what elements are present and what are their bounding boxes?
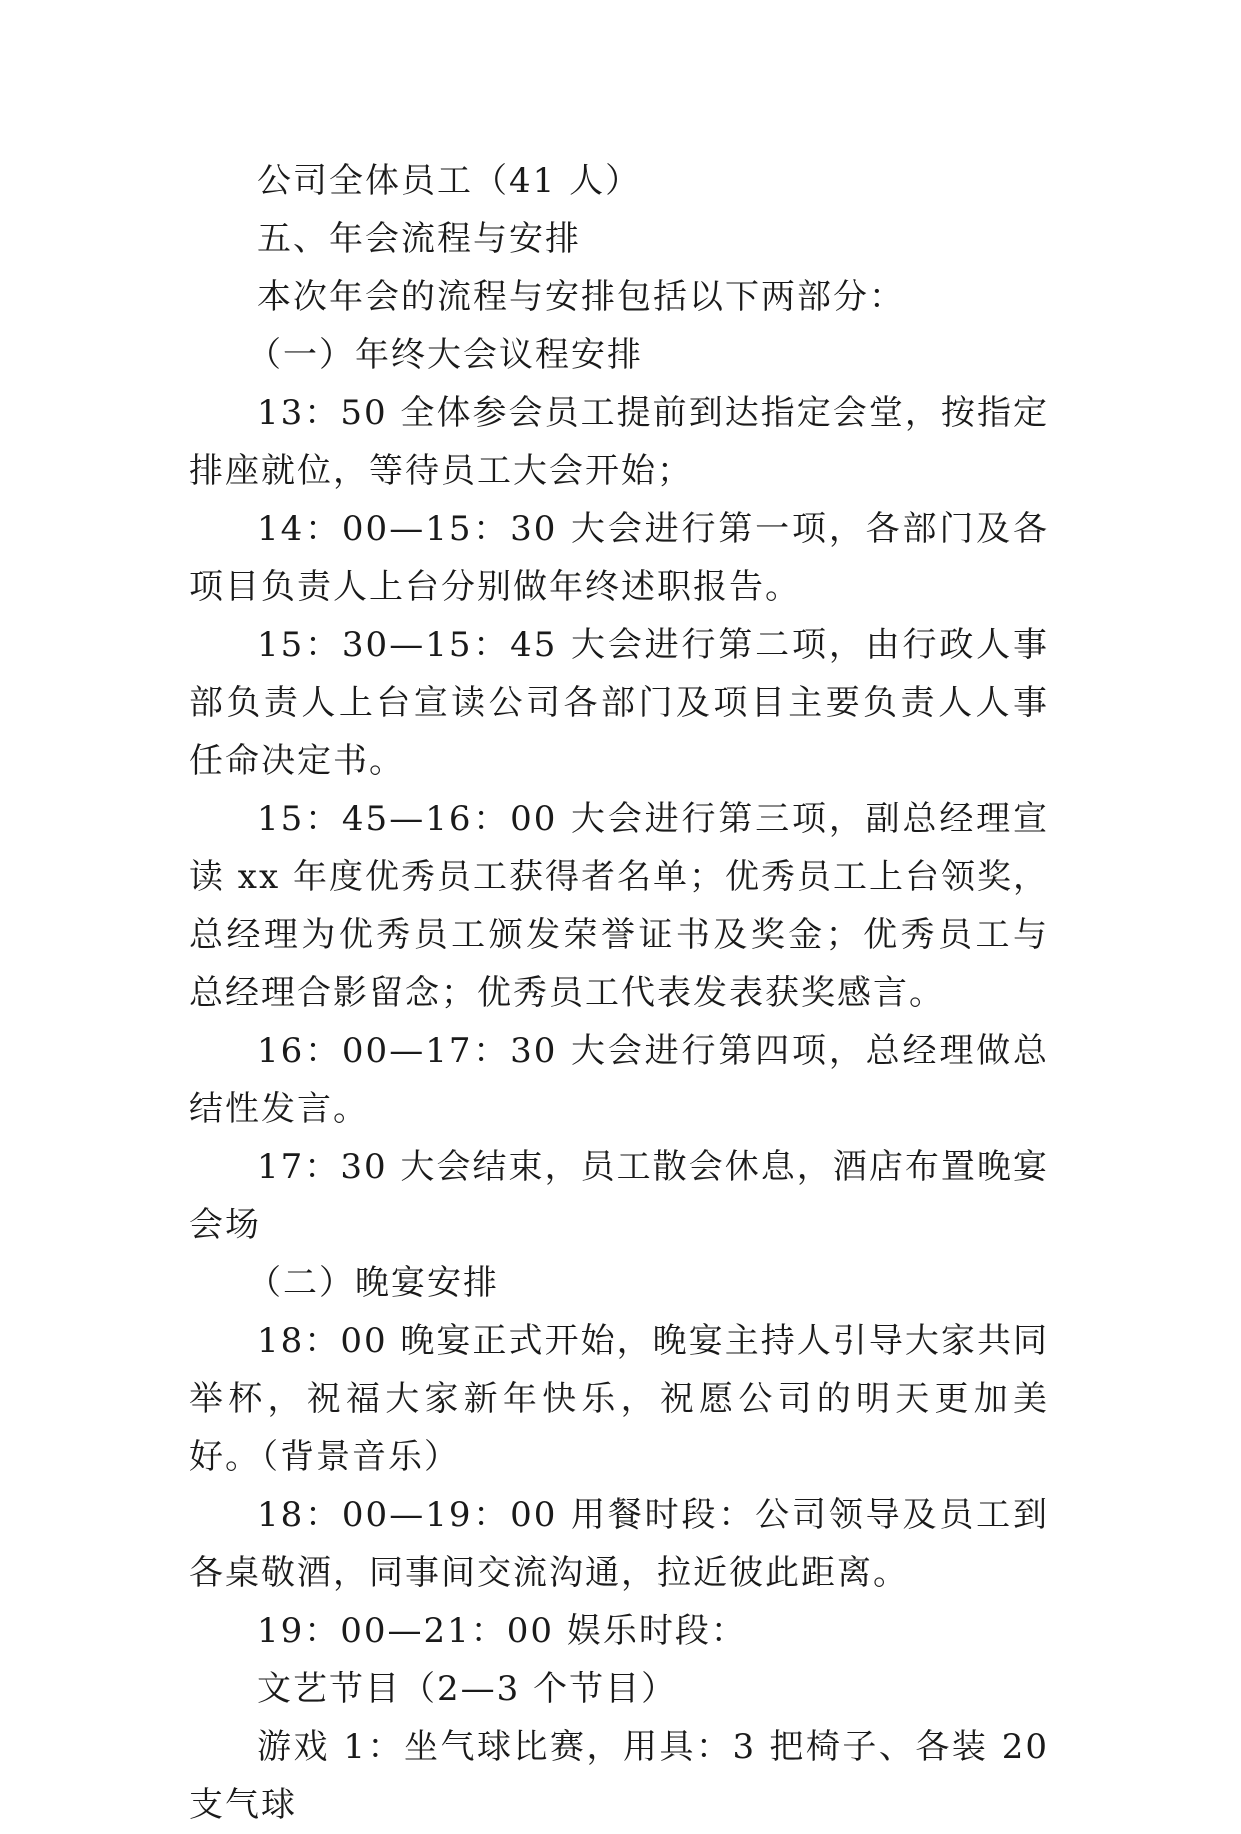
paragraph: 游戏 1：坐气球比赛，用具：3 把椅子、各装 20 支气球 [189, 1727, 1049, 1825]
paragraph: 15：45—16：00 大会进行第三项，副总经理宣读 xx 年度优秀员工获得者名单；优秀员工上台领奖，总经理为优秀员工颁发荣誉证书及奖金；优秀员工与总经理合影留念；优秀员工代表发表获奖感言。 [189, 799, 1049, 1013]
paragraph: 文艺节目（2—3 个节目） [257, 1669, 678, 1709]
paragraph: 15：30—15：45 大会进行第二项，由行政人事部负责人上台宣读公司各部门及项目主要负责人人事任命决定书。 [189, 625, 1049, 781]
subsection-heading: （一）年终大会议程安排 [247, 335, 643, 375]
paragraph: 19：00—21：00 娱乐时段： [257, 1611, 747, 1651]
section-heading: 五、年会流程与安排 [257, 219, 581, 259]
paragraph: 14：00—15：30 大会进行第一项，各部门及各项目负责人上台分别做年终述职报告。 [189, 509, 1049, 607]
paragraph: 公司全体员工（41 人） [257, 161, 642, 201]
paragraph: 本次年会的流程与安排包括以下两部分： [257, 277, 905, 317]
paragraph: 18：00—19：00 用餐时段：公司领导及员工到各桌敬酒，同事间交流沟通，拉近彼此距离。 [189, 1495, 1049, 1593]
paragraph: 16：00—17：30 大会进行第四项，总经理做总结性发言。 [189, 1031, 1049, 1129]
paragraph: 13：50 全体参会员工提前到达指定会堂，按指定排座就位，等待员工大会开始； [189, 393, 1049, 491]
subsection-heading: （二）晚宴安排 [247, 1263, 499, 1303]
paragraph: 17：30 大会结束，员工散会休息，酒店布置晚宴会场 [189, 1147, 1049, 1245]
document-body [189, 152, 1049, 1834]
paragraph: 18：00 晚宴正式开始，晚宴主持人引导大家共同举杯，祝福大家新年快乐，祝愿公司的明天更加美好。（背景音乐） [189, 1321, 1049, 1477]
